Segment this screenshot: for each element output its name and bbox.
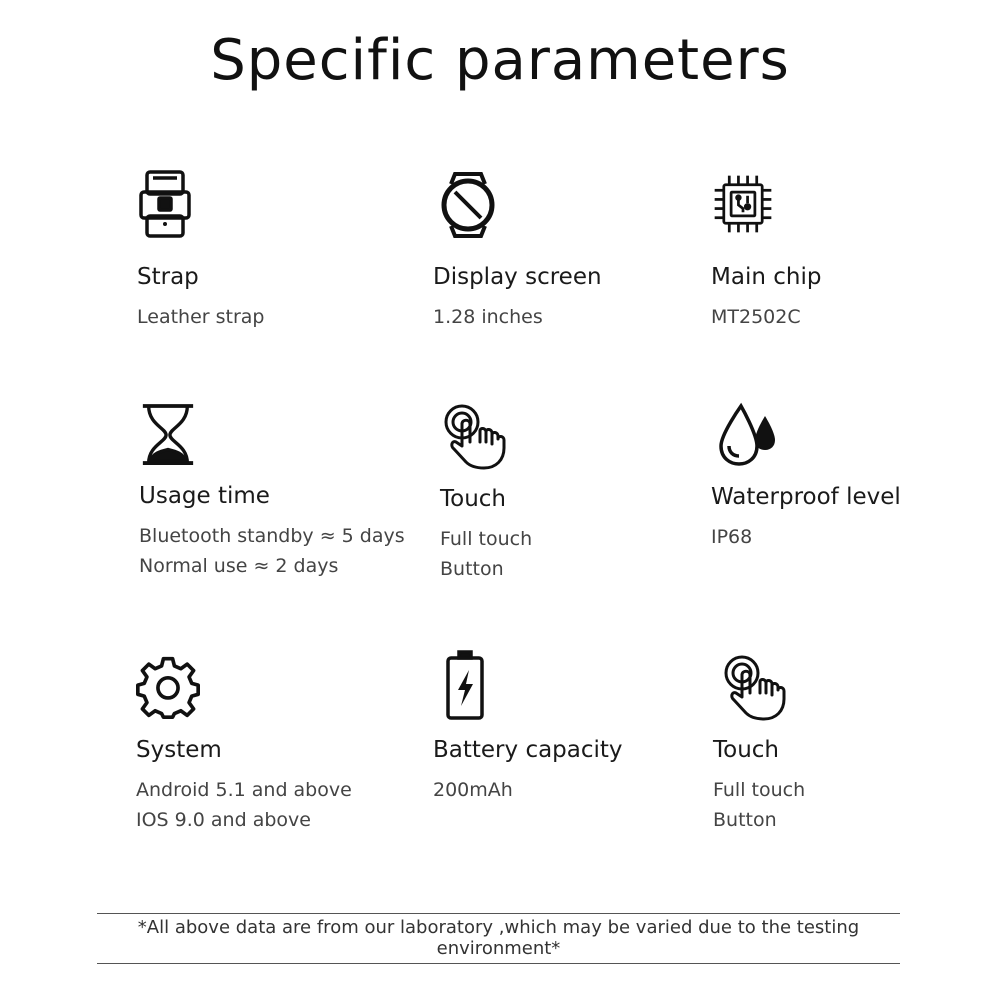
spec-label: System <box>136 737 222 763</box>
spec-value: IOS 9.0 and above <box>136 809 311 831</box>
spec-value: Leather strap <box>137 306 265 328</box>
spec-label: Touch <box>440 486 507 512</box>
spec-label: Main chip <box>711 264 822 290</box>
spec-label: Battery capacity <box>433 737 623 763</box>
watch-strap-icon <box>137 168 207 238</box>
page-title: Specific parameters <box>210 28 790 93</box>
spec-value: 200mAh <box>433 779 513 801</box>
watch-face-icon <box>433 170 503 240</box>
spec-label: Touch <box>713 737 780 763</box>
spec-value: Button <box>440 558 504 580</box>
spec-label: Display screen <box>433 264 602 290</box>
touch-hand-icon <box>440 402 510 472</box>
water-drop-icon <box>711 400 781 470</box>
chip-icon <box>711 172 775 236</box>
footer-note: *All above data are from our laboratory ,which may be varied due to the testing environment* <box>97 913 900 964</box>
spec-label: Strap <box>137 264 199 290</box>
spec-value: Full touch <box>713 779 806 801</box>
spec-value: Normal use ≈ 2 days <box>139 555 339 577</box>
spec-value: 1.28 inches <box>433 306 543 328</box>
spec-value: Bluetooth standby ≈ 5 days <box>139 525 405 547</box>
spec-value: Android 5.1 and above <box>136 779 352 801</box>
spec-value: Full touch <box>440 528 533 550</box>
spec-value: MT2502C <box>711 306 801 328</box>
hourglass-icon <box>139 403 197 467</box>
spec-value: IP68 <box>711 526 753 548</box>
spec-label: Usage time <box>139 483 270 509</box>
spec-value: Button <box>713 809 777 831</box>
battery-icon <box>445 650 485 720</box>
touch-hand-icon <box>720 653 790 723</box>
spec-label: Waterproof level <box>711 484 901 510</box>
gear-icon <box>136 655 200 719</box>
